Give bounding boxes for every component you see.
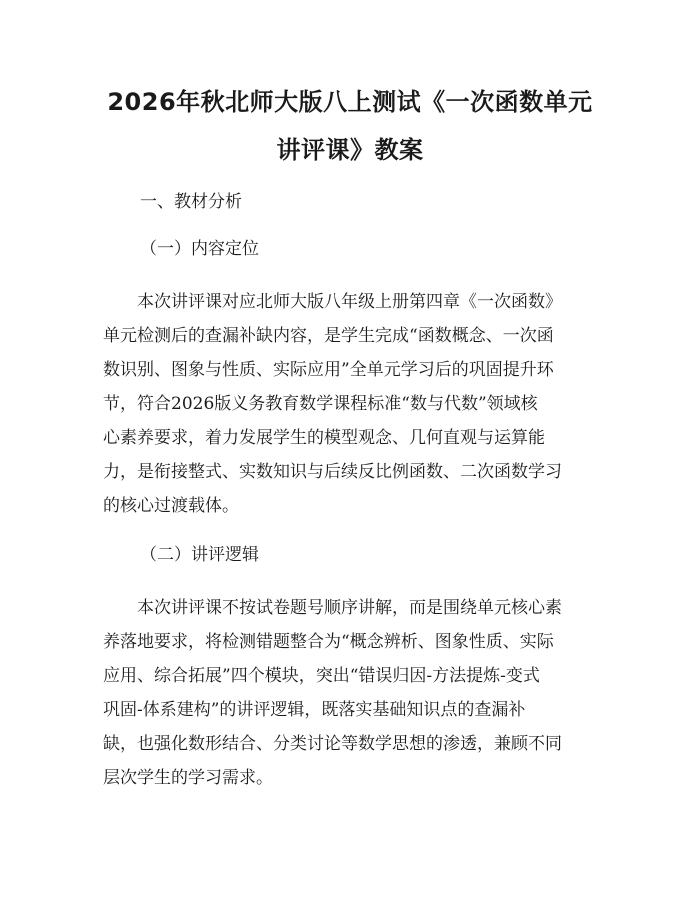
paragraph-line: 养落地要求，将检测错题整合为“概念辨析、图象性质、实际 <box>103 632 554 652</box>
paragraph-line: 的核心过渡载体。 <box>103 496 239 516</box>
paragraph-line: 力，是衔接整式、实数知识与后续反比例函数、二次函数学习 <box>103 462 562 482</box>
paragraph-line: 本次讲评课不按试卷题号顺序讲解，而是围绕单元核心素 <box>137 598 562 618</box>
paragraph-content-positioning <box>103 285 603 523</box>
subsection-heading-review-logic: （二）讲评逻辑 <box>140 545 259 565</box>
paragraph-line: 数识别、图象与性质、实际应用”全单元学习后的巩固提升环 <box>103 360 554 380</box>
document-title-line-2: 讲评课》教案 <box>276 136 424 164</box>
paragraph-line: 巩固-体系建构”的讲评逻辑，既落实基础知识点的查漏补 <box>103 700 526 720</box>
paragraph-line: 层次学生的学习需求。 <box>103 768 273 788</box>
paragraph-line: 缺，也强化数形结合、分类讨论等数学思想的渗透，兼顾不同 <box>103 734 562 754</box>
paragraph-line: 应用、综合拓展”四个模块，突出“错误归因-方法提炼-变式 <box>103 666 540 686</box>
paragraph-line: 节，符合2026版义务教育数学课程标准“数与代数”领域核 <box>103 394 538 414</box>
document-title-line-1: 2026年秋北师大版八上测试《一次函数单元 <box>107 88 593 116</box>
paragraph-review-logic <box>103 591 603 795</box>
paragraph-line: 心素养要求，着力发展学生的模型观念、几何直观与运算能 <box>103 428 545 448</box>
section-heading-textbook-analysis: 一、教材分析 <box>140 192 242 212</box>
subsection-heading-content-positioning: （一）内容定位 <box>140 239 259 259</box>
paragraph-line: 本次讲评课对应北师大版八年级上册第四章《一次函数》 <box>137 292 562 312</box>
paragraph-line: 单元检测后的查漏补缺内容，是学生完成“函数概念、一次函 <box>103 326 554 346</box>
